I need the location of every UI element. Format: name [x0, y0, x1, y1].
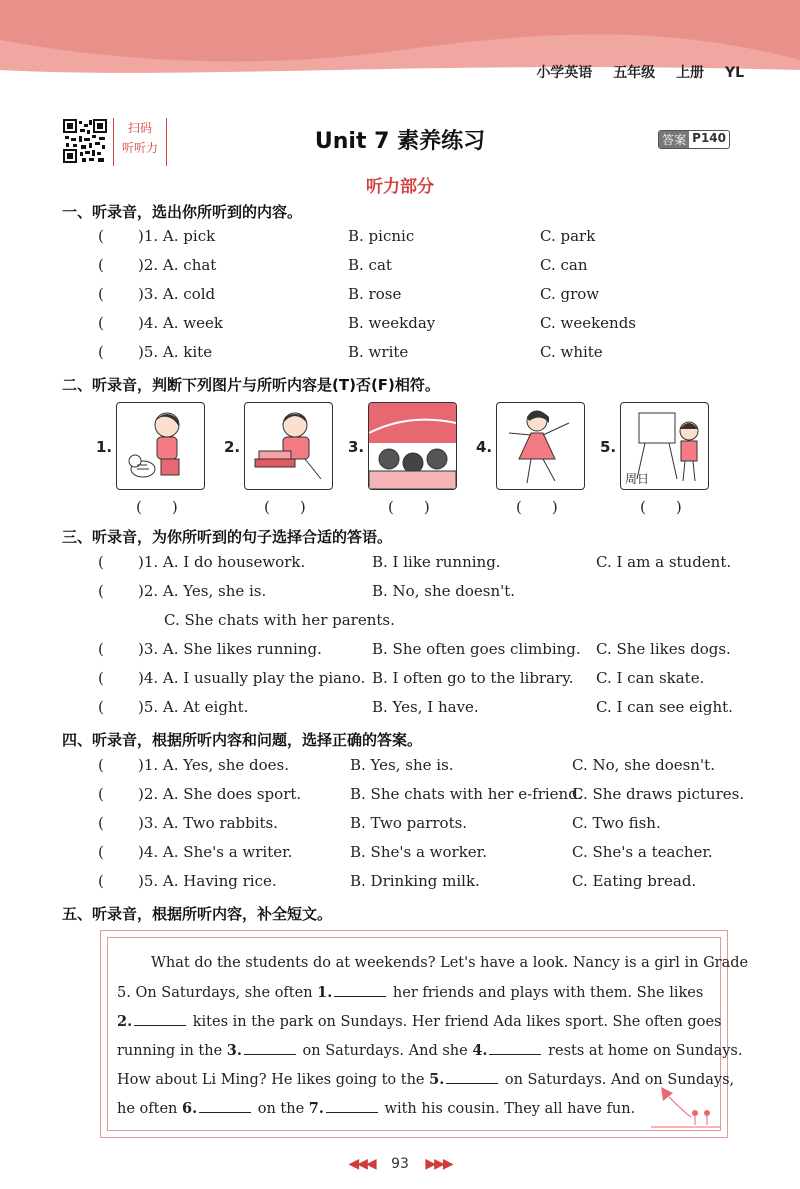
fill-blank[interactable] [446, 1071, 498, 1084]
header-tag: 五年级 [613, 65, 656, 81]
answer-blank[interactable]: ( ) [388, 498, 430, 516]
fill-blank[interactable] [334, 984, 386, 997]
passage-line [117, 1013, 721, 1030]
answer-paren[interactable]: ( [98, 553, 104, 571]
option-b[interactable]: B. weekday [348, 314, 436, 332]
option-c[interactable]: C. grow [540, 285, 600, 303]
option-b[interactable]: B. Two parrots. [350, 814, 468, 832]
option-b[interactable]: B. Drinking milk. [350, 872, 480, 890]
next-page-arrows-icon[interactable]: ▶▶▶ [425, 1156, 452, 1172]
option-b[interactable]: B. cat [348, 256, 392, 274]
option-a[interactable]: )1. A. pick [138, 227, 216, 245]
question-row [0, 698, 800, 722]
option-c[interactable]: C. She's a teacher. [572, 843, 713, 861]
question-row [0, 285, 800, 309]
picture-girl-dancing [496, 402, 585, 490]
scan-text: 听听力 [121, 141, 158, 155]
option-a[interactable]: )2. A. Yes, she is. [138, 582, 267, 600]
option-c[interactable]: C. She draws pictures. [572, 785, 745, 803]
fill-blank[interactable] [244, 1042, 296, 1055]
section2-heading: 二、听录音，判断下列图片与所听内容是(T)否(F)相符。 [62, 376, 440, 394]
answer-paren[interactable]: ( [98, 227, 104, 245]
passage-text: kites in the park on Sundays. Her friend Ada likes sport. She often goes [188, 1014, 722, 1030]
option-a[interactable]: )3. A. She likes running. [138, 640, 322, 658]
answer-paren[interactable]: ( [98, 843, 104, 861]
option-c[interactable]: C. Eating bread. [572, 872, 697, 890]
option-b[interactable]: B. write [348, 343, 409, 361]
wrapped-option[interactable]: C. She chats with her parents. [164, 611, 395, 629]
option-c[interactable]: C. can [540, 256, 588, 274]
option-c[interactable]: C. She likes dogs. [596, 640, 731, 658]
picture-boy-books [244, 402, 333, 490]
answer-paren[interactable]: ( [98, 698, 104, 716]
fill-blank[interactable] [326, 1100, 378, 1113]
answer-paren[interactable]: ( [98, 785, 104, 803]
answer-blank[interactable]: ( ) [640, 498, 682, 516]
kite-kids-icon [651, 1083, 721, 1129]
passage-box [100, 930, 749, 1138]
section1-heading: 一、听录音，选出你所听到的内容。 [62, 203, 303, 221]
option-a[interactable]: )2. A. chat [138, 256, 217, 274]
answer-paren[interactable]: ( [98, 343, 104, 361]
question-row [0, 843, 800, 867]
answer-label: 答案 [659, 131, 689, 148]
option-b[interactable]: B. No, she doesn't. [372, 582, 516, 600]
answer-paren[interactable]: ( [98, 314, 104, 332]
page-number: 93 [391, 1156, 409, 1172]
option-a[interactable]: )5. A. Having rice. [138, 872, 277, 890]
answer-paren[interactable]: ( [98, 285, 104, 303]
question-row [0, 343, 800, 367]
passage-text: How about Li Ming? He likes going to the [117, 1072, 430, 1088]
passage-line [151, 955, 748, 971]
header-tag: 上册 [676, 65, 705, 81]
option-a[interactable]: )2. A. She does sport. [138, 785, 302, 803]
picture-number: 3. [348, 438, 365, 456]
section-subtitle: 听力部分 [366, 177, 434, 197]
scan-text: 扫码 [127, 121, 152, 135]
option-b[interactable]: B. Yes, I have. [372, 698, 479, 716]
picture-number: 5. [600, 438, 617, 456]
answer-paren[interactable]: ( [98, 669, 104, 687]
picture-number: 4. [476, 438, 493, 456]
option-b[interactable]: B. I like running. [372, 553, 501, 571]
page-title: Unit 7 素养练习 [314, 129, 486, 154]
option-b[interactable]: B. She's a worker. [350, 843, 487, 861]
blank-number: 3. [226, 1042, 242, 1059]
option-b[interactable]: B. Yes, she is. [350, 756, 454, 774]
option-a[interactable]: )3. A. cold [138, 285, 216, 303]
option-c[interactable]: C. white [540, 343, 603, 361]
fill-blank[interactable] [489, 1042, 541, 1055]
answer-paren[interactable]: ( [98, 640, 104, 658]
option-a[interactable]: )1. A. I do housework. [138, 553, 306, 571]
option-b[interactable]: B. I often go to the library. [372, 669, 574, 687]
passage-line [117, 1100, 635, 1117]
blank-number: 7. [308, 1100, 324, 1117]
option-a[interactable]: )4. A. week [138, 314, 223, 332]
question-row [0, 785, 800, 809]
passage-text: on the [253, 1101, 309, 1117]
passage-line [117, 1071, 734, 1088]
header-tags [520, 62, 744, 82]
picture-caption: 周日 [625, 472, 650, 486]
header-tag: 小学英语 [536, 65, 593, 81]
question-row [0, 814, 800, 838]
option-c[interactable]: C. park [540, 227, 596, 245]
answer-reference [658, 130, 730, 149]
header-band [0, 0, 800, 92]
question-row [0, 582, 800, 606]
option-a[interactable]: )1. A. Yes, she does. [138, 756, 289, 774]
question-row [0, 611, 800, 635]
picture-girl-cat [116, 402, 205, 490]
answer-paren[interactable]: ( [98, 756, 104, 774]
question-row [0, 756, 800, 780]
section5-heading: 五、听录音，根据所听内容，补全短文。 [62, 905, 333, 923]
option-b[interactable]: B. picnic [348, 227, 415, 245]
answer-page: P140 [692, 131, 726, 145]
picture-number: 1. [96, 438, 113, 456]
blank-number: 6. [181, 1100, 198, 1117]
fill-blank[interactable] [199, 1100, 251, 1113]
option-a[interactable]: )5. A. At eight. [138, 698, 249, 716]
passage-text: he often [117, 1101, 182, 1117]
passage-text: 5. On Saturdays, she often [117, 985, 318, 1001]
question-row [0, 256, 800, 280]
blank-number: 5. [429, 1071, 445, 1088]
section2-pictures [96, 400, 716, 520]
option-c[interactable]: C. I can skate. [596, 669, 705, 687]
answer-paren[interactable]: ( [98, 814, 104, 832]
question-row [0, 227, 800, 251]
answer-blank[interactable]: ( ) [136, 498, 178, 516]
option-b[interactable]: B. She often goes climbing. [372, 640, 581, 658]
header-tag: YL [724, 65, 744, 81]
passage-text: on Saturdays. And she [297, 1043, 473, 1059]
picture-cinema [368, 402, 457, 490]
passage-text: running in the [117, 1043, 227, 1059]
question-row [0, 640, 800, 664]
answer-paren[interactable]: ( [98, 582, 104, 600]
option-b[interactable]: B. rose [348, 285, 402, 303]
blank-number: 2. [117, 1013, 133, 1030]
option-a[interactable]: )4. A. I usually play the piano. [138, 669, 366, 687]
section3-heading: 三、听录音，为你所听到的句子选择合适的答语。 [62, 528, 393, 546]
answer-paren[interactable]: ( [98, 256, 104, 274]
question-row [0, 314, 800, 338]
fill-blank[interactable] [134, 1013, 186, 1026]
option-c[interactable]: C. weekends [540, 314, 636, 332]
passage-line [117, 984, 703, 1001]
blank-number: 1. [317, 984, 333, 1001]
prev-page-arrows-icon[interactable]: ◀◀◀ [348, 1156, 375, 1172]
question-row [0, 872, 800, 896]
option-c[interactable]: C. Two fish. [572, 814, 661, 832]
option-c[interactable]: C. I can see eight. [596, 698, 733, 716]
option-a[interactable]: )4. A. She's a writer. [138, 843, 293, 861]
option-b[interactable]: B. She chats with her e-friend. [350, 785, 583, 803]
picture-girl-easel [620, 402, 709, 490]
option-c[interactable]: C. No, she doesn't. [572, 756, 715, 774]
answer-paren[interactable]: ( [98, 872, 104, 890]
passage-text: What do the students do at weekends? Let's have a look. Nancy is a girl in Grade [151, 955, 749, 971]
answer-blank[interactable]: ( ) [516, 498, 558, 516]
passage-text: on Saturdays. And on Sundays, [500, 1072, 735, 1088]
answer-blank[interactable]: ( ) [264, 498, 306, 516]
option-a[interactable]: )3. A. Two rabbits. [138, 814, 279, 832]
picture-number: 2. [224, 438, 241, 456]
option-a[interactable]: )5. A. kite [138, 343, 213, 361]
section4-heading: 四、听录音，根据所听内容和问题，选择正确的答案。 [62, 731, 423, 749]
option-c[interactable]: C. I am a student. [596, 553, 732, 571]
page-footer [0, 1156, 800, 1172]
passage-text: rests at home on Sundays. [543, 1043, 743, 1059]
passage-text: her friends and plays with them. She likes [388, 985, 704, 1001]
blank-number: 4. [472, 1042, 488, 1059]
passage-text: with his cousin. They all have fun. [379, 1101, 636, 1117]
question-row [0, 553, 800, 577]
passage-line [117, 1042, 742, 1059]
question-row [0, 669, 800, 693]
